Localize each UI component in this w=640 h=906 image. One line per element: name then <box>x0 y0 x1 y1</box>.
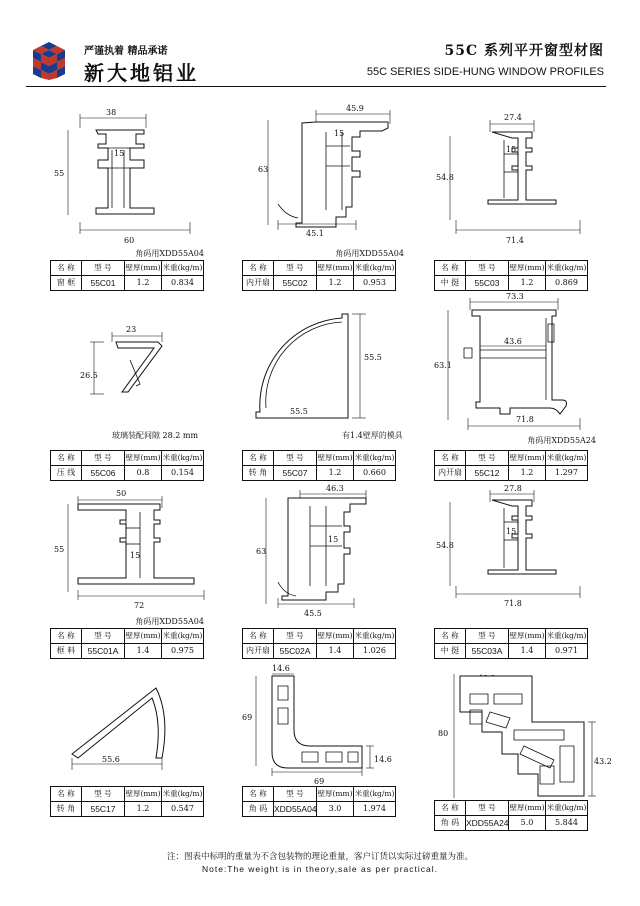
dim-label: 63.1 <box>434 361 452 370</box>
profile-drawing-XDD55A04 <box>242 660 414 788</box>
spec-table-55C03A <box>434 628 588 659</box>
profile-drawing-55C03A <box>434 482 606 628</box>
header-thickness: 壁厚(mm) <box>317 261 354 276</box>
profile-name: 转 角 <box>243 466 274 481</box>
profile-cell-55C06 <box>50 298 222 480</box>
profile-thickness: 1.4 <box>317 644 354 659</box>
dim-label: 72 <box>134 601 145 610</box>
profile-drawing-55C02 <box>242 100 414 260</box>
header-thickness: 壁厚(mm) <box>317 451 354 466</box>
profile-weight: 0.869 <box>546 276 588 291</box>
profile-name: 压 线 <box>51 466 82 481</box>
header-weight: 米重(kg/m) <box>546 451 588 466</box>
profile-cell-55C03A <box>434 482 606 658</box>
header-name: 名 称 <box>51 629 82 644</box>
header-name: 名 称 <box>51 451 82 466</box>
header-weight: 米重(kg/m) <box>546 629 588 644</box>
profile-note: 有1.4壁厚的模具 <box>342 431 403 440</box>
profile-thickness: 1.2 <box>509 276 546 291</box>
dim-label: 71.8 <box>516 415 534 424</box>
profile-model: 55C01 <box>82 276 125 291</box>
header-weight: 米重(kg/m) <box>354 451 396 466</box>
profile-thickness: 5.0 <box>509 816 546 831</box>
profile-model: 55C02 <box>274 276 317 291</box>
page-title-cn: 55C 系列平开窗型材图 <box>444 43 604 59</box>
dim-label: 71.4 <box>506 236 524 245</box>
dim-label: 55.5 <box>364 353 382 362</box>
profile-thickness: 1.2 <box>317 466 354 481</box>
profile-cell-55C17 <box>50 666 222 816</box>
header-name: 名 称 <box>51 787 82 802</box>
dim-label: 15 <box>328 535 339 544</box>
profile-note: 角码用XDD55A04 <box>335 249 404 258</box>
dim-label: 15 <box>130 551 141 560</box>
profile-weight: 0.971 <box>546 644 588 659</box>
header-name: 名 称 <box>435 629 466 644</box>
page-title-en: 55C SERIES SIDE-HUNG WINDOW PROFILES <box>366 66 604 78</box>
profile-note: 角码用XDD55A04 <box>135 249 204 258</box>
dim-label: 15 <box>506 145 517 154</box>
dim-label: 54.8 <box>436 541 454 550</box>
profile-name: 角 码 <box>435 816 466 831</box>
profile-drawing-55C01 <box>50 100 222 260</box>
header-weight: 米重(kg/m) <box>546 801 588 816</box>
dim-label: 23 <box>126 325 137 334</box>
profile-cell-55C01 <box>50 100 222 290</box>
profile-drawing-55C07 <box>242 298 414 448</box>
dim-label: 27.4 <box>504 113 522 122</box>
profile-drawing-55C02A <box>242 482 414 628</box>
header-thickness: 壁厚(mm) <box>509 629 546 644</box>
dim-label: 55 <box>54 169 65 178</box>
dim-label: 45.9 <box>346 104 364 113</box>
dim-label: 38 <box>106 108 117 117</box>
profile-weight: 1.026 <box>354 644 396 659</box>
header-model: 型 号 <box>82 629 125 644</box>
dim-label: 15 <box>334 129 345 138</box>
dim-label: 45.1 <box>306 229 324 238</box>
profile-cell-XDD55A04 <box>242 660 414 816</box>
header-weight: 米重(kg/m) <box>162 261 204 276</box>
profile-model: 55C06 <box>82 466 125 481</box>
profile-cell-XDD55A24 <box>434 660 612 830</box>
header-model: 型 号 <box>82 261 125 276</box>
header-divider <box>26 86 606 87</box>
footer-note-cn: 注：图表中标明的重量为不含包装物的理论重量，客户订货以实际过磅重量为准。 <box>166 852 473 862</box>
header-name: 名 称 <box>435 451 466 466</box>
profile-weight: 1.297 <box>546 466 588 481</box>
footer-note-en: Note:The weight is in theory,sale as per practical. <box>201 864 439 874</box>
dim-label: 63 <box>256 547 267 556</box>
header-weight: 米重(kg/m) <box>162 629 204 644</box>
spec-table-55C02 <box>242 260 396 291</box>
profile-weight: 0.154 <box>162 466 204 481</box>
profile-drawing-55C01A <box>50 482 222 628</box>
header-name: 名 称 <box>243 787 274 802</box>
company-slogan: 严谨执着 精品承诺 <box>84 46 168 57</box>
dim-label: 55 <box>54 545 65 554</box>
header-weight: 米重(kg/m) <box>162 787 204 802</box>
profile-weight: 0.547 <box>162 802 204 817</box>
header-weight: 米重(kg/m) <box>546 261 588 276</box>
header-model: 型 号 <box>274 629 317 644</box>
profile-drawing-XDD55A24 <box>434 660 612 800</box>
profile-name: 窗 框 <box>51 276 82 291</box>
profile-note: 玻璃装配间隙 28.2 mm <box>112 431 199 440</box>
header-name: 名 称 <box>243 629 274 644</box>
profile-weight: 1.974 <box>354 802 396 817</box>
profile-weight: 0.953 <box>354 276 396 291</box>
profile-drawing-55C17 <box>50 666 222 790</box>
dim-label: 14.6 <box>272 664 290 673</box>
header-name: 名 称 <box>51 261 82 276</box>
profile-thickness: 3.0 <box>317 802 354 817</box>
dim-label: 14.6 <box>374 755 392 764</box>
dim-label: 43.2 <box>594 757 612 766</box>
dim-label: 43.6 <box>504 337 522 346</box>
spec-table-55C03 <box>434 260 588 291</box>
profile-cell-55C07 <box>242 298 414 480</box>
spec-table-XDD55A24 <box>434 800 588 831</box>
profile-name: 角 码 <box>243 802 274 817</box>
profile-drawing-55C12 <box>434 288 606 448</box>
profile-thickness: 1.4 <box>125 644 162 659</box>
profile-name: 中 挺 <box>435 644 466 659</box>
profile-name: 框 料 <box>51 644 82 659</box>
header-model: 型 号 <box>466 629 509 644</box>
header-model: 型 号 <box>466 451 509 466</box>
profile-cell-55C03 <box>434 100 606 290</box>
profile-name: 转 角 <box>51 802 82 817</box>
profile-model: 55C02A <box>274 644 317 659</box>
header-thickness: 壁厚(mm) <box>317 629 354 644</box>
spec-table-XDD55A04 <box>242 786 396 817</box>
profile-thickness: 1.2 <box>125 276 162 291</box>
dim-label: 69 <box>314 777 325 786</box>
company-logo-icon <box>28 40 70 82</box>
spec-table-55C12 <box>434 450 588 481</box>
header-model: 型 号 <box>274 451 317 466</box>
profile-thickness: 1.2 <box>509 466 546 481</box>
dim-label: 26.5 <box>80 371 98 380</box>
profile-cell-55C01A <box>50 482 222 658</box>
header-thickness: 壁厚(mm) <box>509 451 546 466</box>
header-weight: 米重(kg/m) <box>354 261 396 276</box>
spec-table-55C01A <box>50 628 204 659</box>
header-model: 型 号 <box>82 787 125 802</box>
dim-label: 15 <box>506 527 517 536</box>
dim-label: 69 <box>242 713 253 722</box>
dim-label: 80 <box>438 729 449 738</box>
dim-label: 15 <box>114 149 125 158</box>
header-name: 名 称 <box>435 801 466 816</box>
spec-table-55C01 <box>50 260 204 291</box>
profile-model: XDD55A24 <box>466 816 509 831</box>
profile-model: 55C03A <box>466 644 509 659</box>
profile-thickness: 1.2 <box>317 276 354 291</box>
profile-weight: 0.975 <box>162 644 204 659</box>
header-model: 型 号 <box>82 451 125 466</box>
header-model: 型 号 <box>466 801 509 816</box>
header-thickness: 壁厚(mm) <box>125 451 162 466</box>
profile-cell-55C02A <box>242 482 414 658</box>
dim-label: 60 <box>124 236 135 245</box>
dim-label: 45.5 <box>304 609 322 618</box>
profile-model: 55C17 <box>82 802 125 817</box>
dim-label: 27.8 <box>504 484 522 493</box>
dim-label: 54.8 <box>436 173 454 182</box>
profile-weight: 5.844 <box>546 816 588 831</box>
spec-table-55C07 <box>242 450 396 481</box>
header-thickness: 壁厚(mm) <box>125 261 162 276</box>
profile-model: XDD55A04 <box>274 802 317 817</box>
dim-label: 55.5 <box>290 407 308 416</box>
profile-drawing-55C06 <box>50 298 222 448</box>
profile-name: 内开扇 <box>243 644 274 659</box>
header-model: 型 号 <box>466 261 509 276</box>
profile-name: 内开扇 <box>243 276 274 291</box>
header-name: 名 称 <box>243 451 274 466</box>
profile-model: 55C12 <box>466 466 509 481</box>
header-weight: 米重(kg/m) <box>354 629 396 644</box>
dim-label: 63 <box>258 165 269 174</box>
header-thickness: 壁厚(mm) <box>509 261 546 276</box>
profile-name: 内开扇 <box>435 466 466 481</box>
profile-thickness: 1.2 <box>125 802 162 817</box>
profile-weight: 0.834 <box>162 276 204 291</box>
spec-table-55C06 <box>50 450 204 481</box>
header-model: 型 号 <box>274 787 317 802</box>
profile-cell-55C02 <box>242 100 414 290</box>
header-weight: 米重(kg/m) <box>354 787 396 802</box>
company-name: 新大地铝业 <box>84 61 199 85</box>
header-thickness: 壁厚(mm) <box>317 787 354 802</box>
dim-label: 46.3 <box>326 484 344 493</box>
dim-label: 50 <box>116 489 127 498</box>
header-thickness: 壁厚(mm) <box>509 801 546 816</box>
dim-label: 71.8 <box>504 599 522 608</box>
profile-name: 中 挺 <box>435 276 466 291</box>
spec-table-55C02A <box>242 628 396 659</box>
profile-weight: 0.660 <box>354 466 396 481</box>
spec-table-55C17 <box>50 786 204 817</box>
profile-cell-55C12 <box>434 288 606 480</box>
dim-label: 73.3 <box>506 292 524 301</box>
profile-thickness: 0.8 <box>125 466 162 481</box>
profile-model: 55C01A <box>82 644 125 659</box>
profile-note: 角码用XDD55A04 <box>135 617 204 626</box>
profile-note: 角码用XDD55A24 <box>527 436 596 445</box>
profile-model: 55C03 <box>466 276 509 291</box>
header-name: 名 称 <box>435 261 466 276</box>
header-name: 名 称 <box>243 261 274 276</box>
header-model: 型 号 <box>274 261 317 276</box>
header-thickness: 壁厚(mm) <box>125 787 162 802</box>
header-weight: 米重(kg/m) <box>162 451 204 466</box>
profile-thickness: 1.4 <box>509 644 546 659</box>
dim-label: 55.6 <box>102 755 120 764</box>
header-thickness: 壁厚(mm) <box>125 629 162 644</box>
profile-drawing-55C03 <box>434 100 606 260</box>
profile-model: 55C07 <box>274 466 317 481</box>
